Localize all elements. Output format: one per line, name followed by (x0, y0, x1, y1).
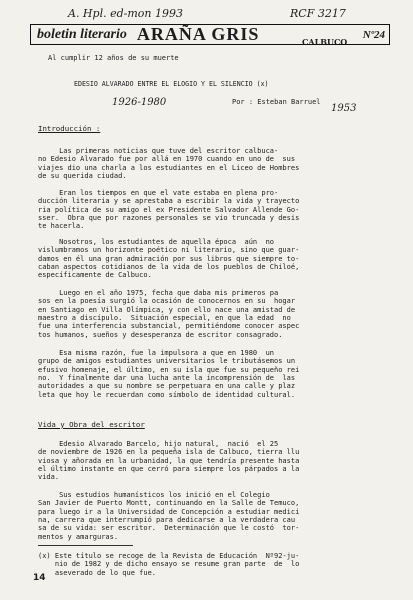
section-heading-introduccion: Introducción : (38, 124, 101, 133)
byline: Por : Esteban Barruel (232, 98, 321, 106)
paragraph: Esa misma razón, fue la impulsora a que en 1980 un grupo de amigos estudiantes universitarios le tributásemos un efusivo homenaje, el último, en su isla que fue su pequeño rei no. Y finalmente dar una lucha ante la incomprensión de las autoridades a que su nombre se perpetuara en una calle y plaz leta que hoy le recuerdan como símbolo de identidad cultural. (38, 349, 300, 399)
paragraph: Edesio Alvarado Barcelo, hijo natural, nació el 25 de noviembre de 1926 en la pequeña isla de Calbuco, tierra llu viosa y añorada en la urbanidad, la que tendría presente hasta el último instante en que cerró para siempre los párpados a la vida. (38, 440, 300, 482)
masthead-issue: Nº24 (362, 28, 385, 41)
paragraph: Eran los tiempos en que el vate estaba en plena pro- ducción literaria y se aprestaba a escribir la vida y trayecto ria política de su amigo el ex Presidente Salvador Allende Go- sser. Obra que por razones personales se vio truncada y desis te hacerla. (38, 189, 300, 231)
footnote: (x) Este título se recoge de la Revista de Educación Nº92-ju- nio de 1982 y de dicho ensayo se resume gran parte de lo aseverado de lo que fue. (38, 552, 300, 577)
handwritten-year: 1953 (331, 103, 357, 114)
handwritten-note: A. Hpl. ed-mon 1993 (68, 7, 183, 20)
paragraph: Luego en el año 1975, fecha que daba mis primeros pa sos en la poesía surgió la ocasión de conocernos en su hogar en Santiago en Villa Olímpica, y con ello nace una amistad de maestro a discípulo. Situación especial, en que la edad no fue una interferencia substancial, permitiéndome conocer aspec tos humanos, sueños y desesperanza de escritor consagrado. (38, 289, 300, 339)
handwritten-dates: 1926-1980 (112, 97, 167, 108)
page-number: 14 (33, 573, 46, 583)
handwritten-city: CALBUCO (302, 37, 348, 47)
handwritten-reference: RCF 3217 (290, 7, 346, 20)
header-subtitle: Al cumplir 12 años de su muerte (48, 54, 179, 62)
masthead (30, 24, 390, 45)
masthead-title: ARAÑA GRIS (136, 24, 260, 44)
footnote-separator (38, 545, 133, 546)
article-title: EDESIO ALVARADO ENTRE EL ELOGIO Y EL SILENCIO (x) (74, 80, 269, 88)
paragraph: Las primeras noticias que tuve del escritor calbuca- no Edesio Alvarado fue por allá en 1970 cuando en uno de sus viajes dio una charla a los estudiantes en el Liceo de Hombres de su querida ciudad. (38, 147, 300, 181)
paragraph: Nosotros, los estudiantes de aquella época aún no vislumbramos un horizonte poético ni literario, sino que guar- damos en él una gran admiración por sus libros que siempre to- caban aspectos cotidianos de la vida de los pueblos de Chiloé, específicamente de Calbuco. (38, 238, 300, 280)
paragraph: Sus estudios humanísticos los inició en el Colegio San Javier de Puerto Montt, continuando en la Salle de Temuco, para luego ir a la Universidad de Concepción a estudiar medici na, carrera que interrumpió para dedicarse a la verdadera cau sa de su vida: ser escritor. Determinación que le costó tor- mentos y amarguras. (38, 491, 300, 541)
masthead-subtitle: boletin literario (37, 26, 127, 42)
section-heading-vida-obra: Vida y Obra del escritor (38, 420, 145, 429)
